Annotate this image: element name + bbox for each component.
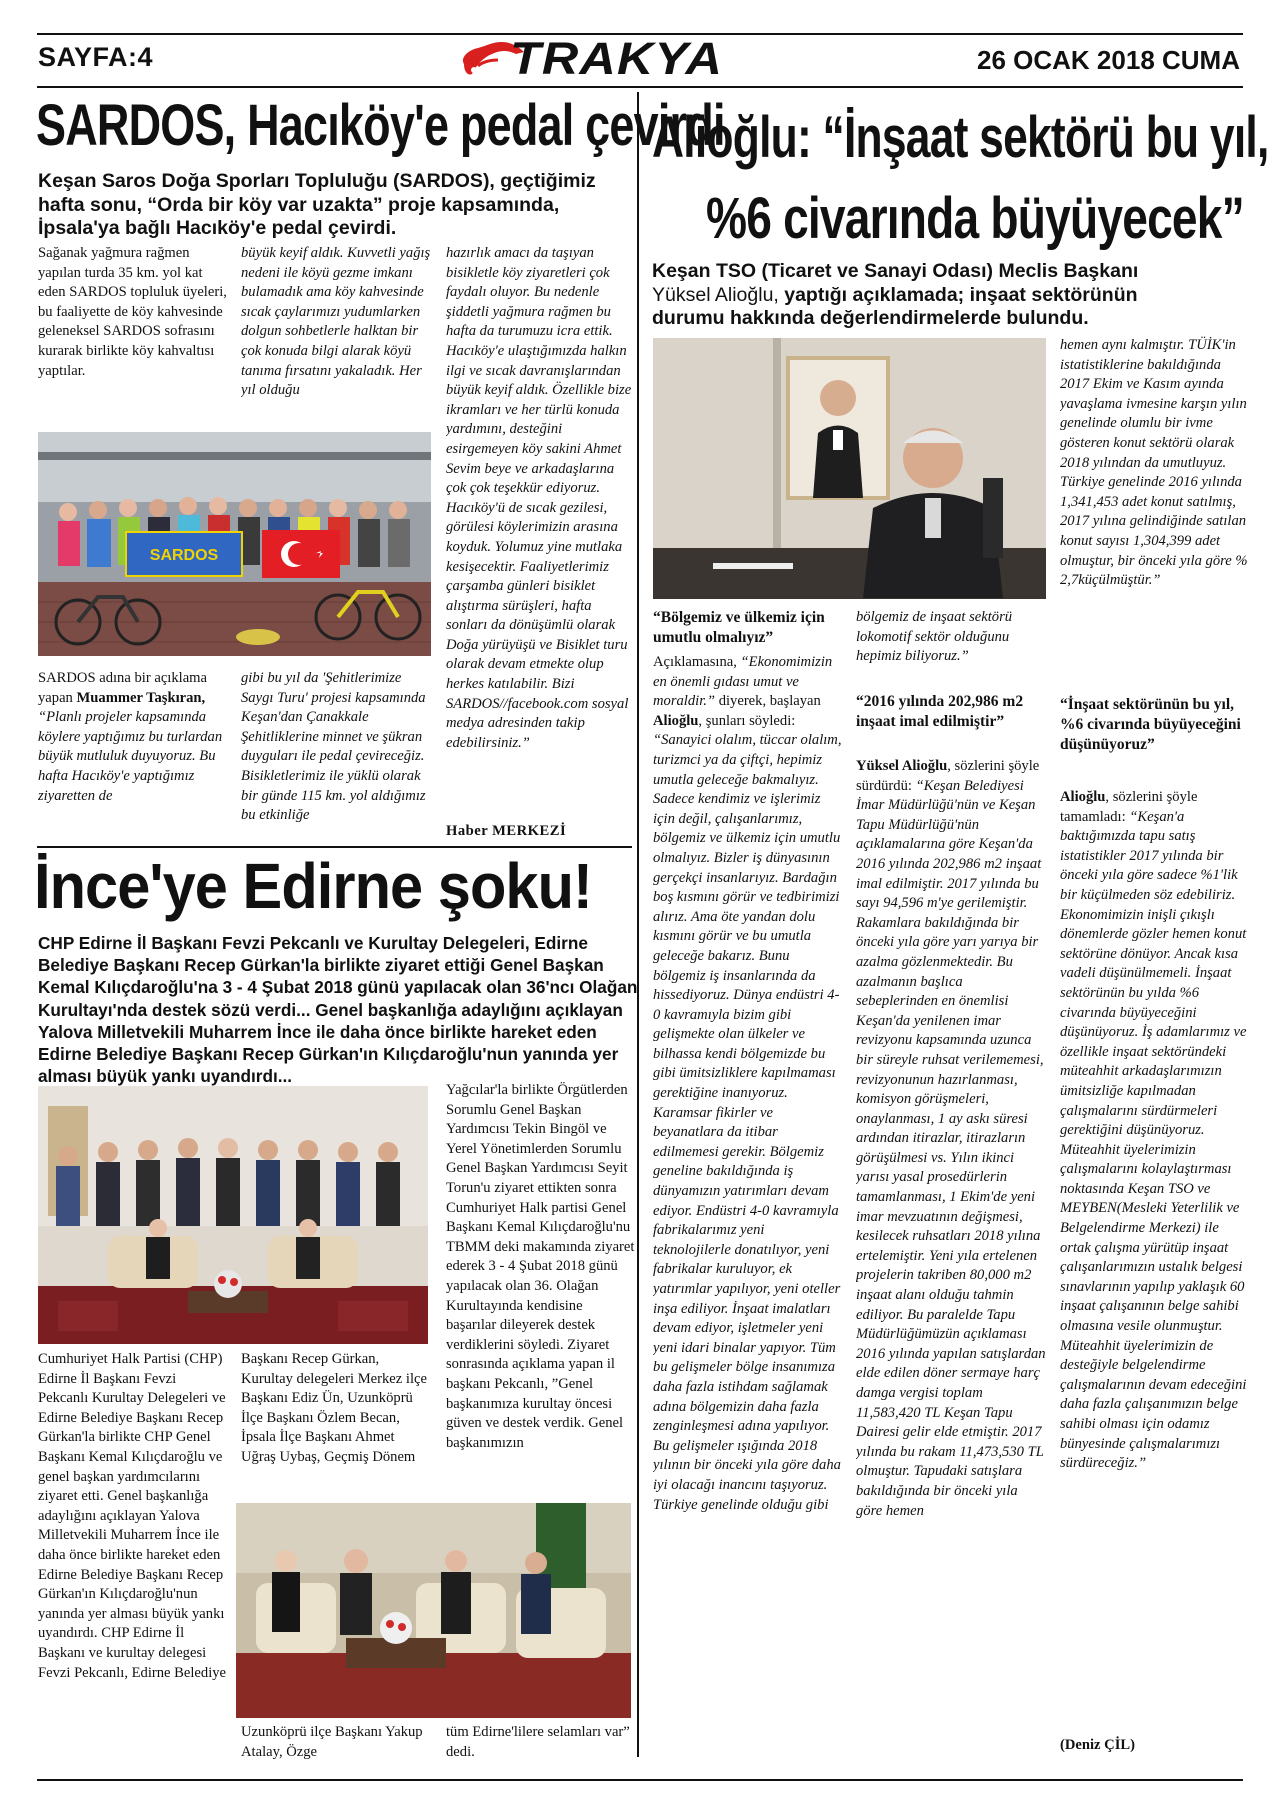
alioglu-right-col-2: Alioğlu, sözlerini şöyle tamamladı: “Keşan'a baktığımızda tapu satış istatistikler 2017 yılında bir önceki yıla göre sadece %1'lik bir küçülmeden söz edebiliriz. Ekonomimizin inişli çıkışlı dönemlerde gözler hemen konut sektörüne dönüyor. Ancak kısa vadeli düşünülmemeli. İnşaat sektörünün bu yılda %6 civarında büyüyeceğini düşünüyoruz. İş adamlarımız ve özellikle inşaat sektöründeki müteahhit arkadaşlarımızın ümitsizliğe kapılmadan çalışmalarını sürdürmeleri gerektiğini düşünüyoruz. Müteahhit üyelerimizin çalışmalarını kolaylaştırması noktasında Keşan TSO ve MEYBEN(Mesleki Yeterlilik ve Belgelendirme Merkezi) ile ortak çalışma yürütüp inşaat çalışanlarımızın ustalık belgesi sınavlarının yapılıp yaklaşık 60 inşaat çalışanının belge sahibi olmasına vesile olunmuştur. Müteahhit üyelerimizin de desteğiyle belgelendirme çalışmalarının devam edeceğini daha fazla çalışanımızın belge sahibi olması için odamız bünyesinde çalışmalarımızı sürdüreceğiz.” — [1060, 789, 1247, 1472]
masthead-logo — [458, 33, 758, 84]
sardos-col2-bottom: gibi bu yıl da 'Şehitlerimize Saygı Turu' projesi kapsamında Keşan'dan Çanakkale Şehitliklerine minnet ve şükran duyguları ile pedal çevireceğiz. Bisikletlerimiz ile yüklü olarak bir günde 115 km. yol aldığımız bu etkinliğe — [241, 670, 426, 824]
sardos-signature: Haber MERKEZİ — [446, 823, 567, 839]
sardos-group-photo — [38, 432, 431, 656]
story-divider — [37, 846, 632, 848]
alioglu-headline-line2: %6 civarında büyüyecek” — [706, 186, 1244, 251]
sardos-col1-top: Sağanak yağmura rağmen yapılan turda 35 km. yol kat eden SARDOS topluluk üyeleri, bu faaliyette de köy kahvesinde geleneksel SARDOS sofrasını kurarak birlikte köy kahvaltısı yaptılar. — [38, 245, 227, 379]
sardos-col3: hazırlık amacı da taşıyan bisikletle köy ziyaretleri çok faydalı oluyor. Bu nedenle şiddetli yağmura rağmen bu hafta da turumuzu icra ettik. Hacıköy'e ulaştığımızda halkın ilgi ve sıcak davranışlarından büyük keyif aldık. Özellikle bize ikramları ve her türlü konuda yardımını, desteğini esirgemeyen köy sakini Ahmet Sevim beye ve arkadaşlarına çok çok teşekkür ediyoruz. Hacıköy'ü de sıcak gezilesi, görülesi köylerimizin arasına koyduk. Yolumuz yine mutlaka kesişecektir. Faaliyetlerimiz çarşamba günleri bisiklet alıştırma sürüşleri, hafta sonları da dönüşümlü olarak Doğa yürüyüşü ve Bisiklet turu olarak devam etmekte olup herkes katılabilir. Bizi SARDOS//facebook.com sosyal medya adresinden takip edebilirsiniz.” — [446, 245, 632, 751]
ince-headline: İnce'ye Edirne şoku! — [34, 850, 592, 922]
issue-date: 26 OCAK 2018 CUMA — [977, 45, 1240, 75]
alioglu-lead: Keşan TSO (Ticaret ve Sanayi Odası) Meclis Başkanı Yüksel Alioğlu, yaptığı açıklamada; inşaat sektörünün durumu hakkında değerlendirmelerde bulundu. — [652, 260, 1139, 329]
svg-text:SARDOS: SARDOS — [149, 547, 219, 564]
alioglu-col2-top: bölgemiz de inşaat sektörü lokomotif sektör olduğunu hepimiz biliyoruz.” — [856, 609, 1013, 665]
header-rule — [37, 86, 1243, 88]
ince-col-right: Yağcılar'la birlikte Örgütlerden Sorumlu Genel Başkan Yardımcısı Tekin Bingöl ve Yerel Yönetimlerden Sorumlu Genel Başkan Yardımcısı Seyit Torun'u ziyaret ettikten sonra Cumhuriyet Halk partisi Genel Başkanı Kemal Kılıçdaroğlu'nu TBMM deki makamında ziyaret ederek 3 - 4 Şubat 2018 günü yapılacak olan 36. Olağan Kurultayında kendisine başarılar dileyerek destek verdiklerini söyledi. Ziyaret sonrasında açıklama yapan il başkanı Pekcanlı, ”Genel başkanımıza kurultay öncesi güven ve destek verdik. Genel başkanımızın — [446, 1082, 635, 1451]
sardos-headline: SARDOS, Hacıköy'e pedal çevirdi — [36, 93, 725, 158]
chp-meeting-photo — [38, 1086, 428, 1344]
sardos-col1-bottom: SARDOS adına bir açıklama yapan Muammer Taşkıran, “Planlı projeler kapsamında köylere yaptığımız bu turlardan büyük mutluluk duyuyoruz. Bu hafta Hacıköy'e yaptığımız ziyaretten de — [38, 670, 223, 804]
alioglu-headline-line1: Alioğlu: “İnşaat sektörü bu yıl, — [652, 105, 1269, 170]
ince-lead: CHP Edirne İl Başkanı Fevzi Pekcanlı ve Kurultay Delegeleri, Edirne Belediye Başkanı Recep Gürkan'la birlikte ziyaret ettiği Genel Başkan Kemal Kılıçdaroğlu'na 3 - 4 Şubat 2018 günü yapılacak olan 36'ncı Olağan Kurultayı'nda destek sözü verdi... Genel başkanlığa adaylığını açıklayan Yalova Milletvekili Muharrem İnce ile daha önce birlikte hareket eden Edirne Belediye Başkanı Recep Gürkan'ın Kılıçdaroğlu'nun yanında yer alması büyük yankı uyandırdı... — [38, 933, 638, 1087]
masthead-title: TRAKYA — [510, 33, 723, 84]
sardos-col2-top: büyük keyif aldık. Kuvvetli yağış nedeni ile köyü gezme imkanı bulamadık ama köy kahvesinde sıcak çaylarımızı yudumlarken dolgun sohbetlerle halktan bir çok konuda bilgi alarak köyü tanıma fırsatını yakaladık. Her yıl olduğu — [241, 245, 431, 399]
ince-col-mid-bottom: Uzunköprü ilçe Başkanı Yakup Atalay, Özge — [241, 1724, 423, 1760]
vertical-divider — [637, 92, 639, 1757]
sardos-lead: Keşan Saros Doğa Sporları Topluluğu (SARDOS), geçtiğimiz hafta sonu, “Orda bir köy var uzakta” proje kapsamında, İpsala'ya bağlı Hacıköy'e pedal çevirdi. — [38, 170, 596, 239]
ince-col-right-bottom: tüm Edirne'lilere selamları var” dedi. — [446, 1724, 630, 1760]
alioglu-col1: Açıklamasına, “Ekonomimizin en önemli gıdası umut ve moraldir.” diyerek, başlayan Alioğlu, şunları söyledi: “Sanayici olalım, tüccar olalım, turizmci ya da çiftçi, hepimiz umutla geleceğe bakmalıyız. Sadece kendimiz ve işlerimiz için değil, çalışanlarımız, bölgemiz ve ülkemiz için umutlu olmalıyız. Bizler iş dünyasının gerçekçi insanlarıyız. Bardağın boş kısmını görür ve tedbirimizi alırız. Ama öte yandan dolu kısmını görür ve bu umutla geleceğe bakarız. Bunu bölgemiz iş insanlarında da hissediyoruz. Dünya endüstri 4-0 kavramıyla bizim gibi gelişmekte olan ülkeler ve bilhassa kendi bölgemizde bu gibi ümitsizliklere kapılmaması gerektiğine inanıyoruz. Karamsar fikirler ve beyanatlara da itibar edilmemesi gerekir. Bölgemiz geneline bakıldığında iş dünyamızın yatırımları devam ediyor. Endüstri 4-0 kavramıyla fabrikalarımız yeni teknolojilerle donatılıyor, yeni fabrikalar kuruluyor, ek yatırımlar yapılıyor, yeni oteller inşa ediliyor. İnşaat imalatları devam ediyor, işletmeler yeni yeni idari binalar yapıyor. Tüm bu gelişmeler bölge insanımıza daha fazla istihdam sağlamak adına bölgemizin daha fazla zenginleşmesi adına yapılıyor. Bu gelişmeler ışığında 2018 yılının bir önceki yıla göre daha iyi olacağı inancını taşıyoruz. Türkiye genelinde olduğu gibi — [653, 654, 842, 1513]
alioglu-photo — [653, 338, 1046, 599]
alioglu-right-subhead: “İnşaat sektörünün bu yıl, %6 civarında büyüyeceğini düşünüyoruz” — [1060, 696, 1241, 753]
ince-col-mid: Başkanı Recep Gürkan, Kurultay delegeleri Merkez ilçe Başkanı Ediz Ün, Uzunköprü İlçe Başkanı Özlem Becan, İpsala İlçe Başkanı Ahmet Uğraş Uybaş, Geçmiş Dönem — [241, 1351, 427, 1465]
alioglu-col2-subhead: “2016 yılında 202,986 m2 inşaat imal edilmiştir” — [856, 693, 1024, 730]
ince-col-left: Cumhuriyet Halk Partisi (CHP) Edirne İl Başkanı Fevzi Pekcanlı Kurultay Delegeleri ve Edirne Belediye Başkanı Recep Gürkan'la birlikte CHP Genel Başkanı Kemal Kılıçdaroğlu ve genel başkan yardımcılarını ziyaret etti. Genel başkanlığa adaylığını açıklayan Yalova Milletvekili Muharrem İnce ile daha önce birlikte hareket eden Edirne Belediye Başkanı Recep Gürkan'ın Kılıçdaroğlu'nun yanında yer alması büyük yankı uyandırdı. CHP Edirne İl Başkanı ve kurultay delegesi Fevzi Pekcanlı, Edirne Belediye — [38, 1351, 227, 1681]
chp-visit-photo — [236, 1503, 631, 1718]
alioglu-col1-subhead: “Bölgemiz ve ülkemiz için umutlu olmalıyız” — [653, 609, 825, 646]
page-number: SAYFA:4 — [38, 42, 154, 72]
bottom-rule — [37, 1779, 1243, 1781]
alioglu-signature: (Deniz ÇİL) — [1060, 1737, 1135, 1753]
alioglu-col2: Yüksel Alioğlu, sözlerini şöyle sürdürdü: “Keşan Belediyesi İmar Müdürlüğü'nün ve Keşan Tapu Müdürlüğü'nün açıklamalarına göre Keşan'da 2016 yılında 202,986 m2 inşaat imal edilmiştir. 2017 yılında bu sayı 94,596 m'ye gerilemiştir. Rakamlara bakıldığında bir önceki yıla göre yarı yarıya bir azalma gözlenmektedir. Bu azalmanın başlıca sebeplerinden en önemlisi Keşan'da yenilenen imar revizyonu kapsamında uzunca bir süreyle ruhsat verilememesi, revizyonunun hazırlanması, komisyon görüşmeleri, onaylanması, 1 ay askı süresi ardından itirazlar, itirazların görüşülmesi vs. Yılın ikinci yarısı yasal prosedürlerin tamamlanması, 1 Ekim'de yeni imar mevzuatının değişmesi, kesilecek ruhsatları 2018 yılına ertelemiştir. Yeni yıla ertelenen projelerin takriben 80,000 m2 inşaat alanı olduğu tahmin ediliyor. Bu paralelde Tapu Müdürlüğümüzün açıklaması 2016 yılında yapılan satışlardan elde edilen döner sermaye harç damga vergisi toplam 11,583,420 TL Keşan Tapu Dairesi gelir elde etmiştir. 2017 yılında bu rakam 11,473,530 TL olmuştur. Tapudaki satışlara bakıldığında bir önceki yıla göre hemen — [856, 758, 1046, 1519]
alioglu-right-col: hemen aynı kalmıştır. TÜİK'in istatistiklerine bakıldığında 2017 Ekim ve Kasım ayında yavaşlama ivmesine karşın yılın genelinde olumlu bir ivme gösteren konut sektörü olarak 2018 yılından da umutluyuz. Türkiye genelinde 2016 yılında 1,341,453 adet konut satılmış, 2017 yılına gelindiğinde satılan konut sayısı 1,304,399 adet olmuştur, bir önceki yıla göre % 2,7küçülmüştür.” — [1060, 337, 1248, 589]
